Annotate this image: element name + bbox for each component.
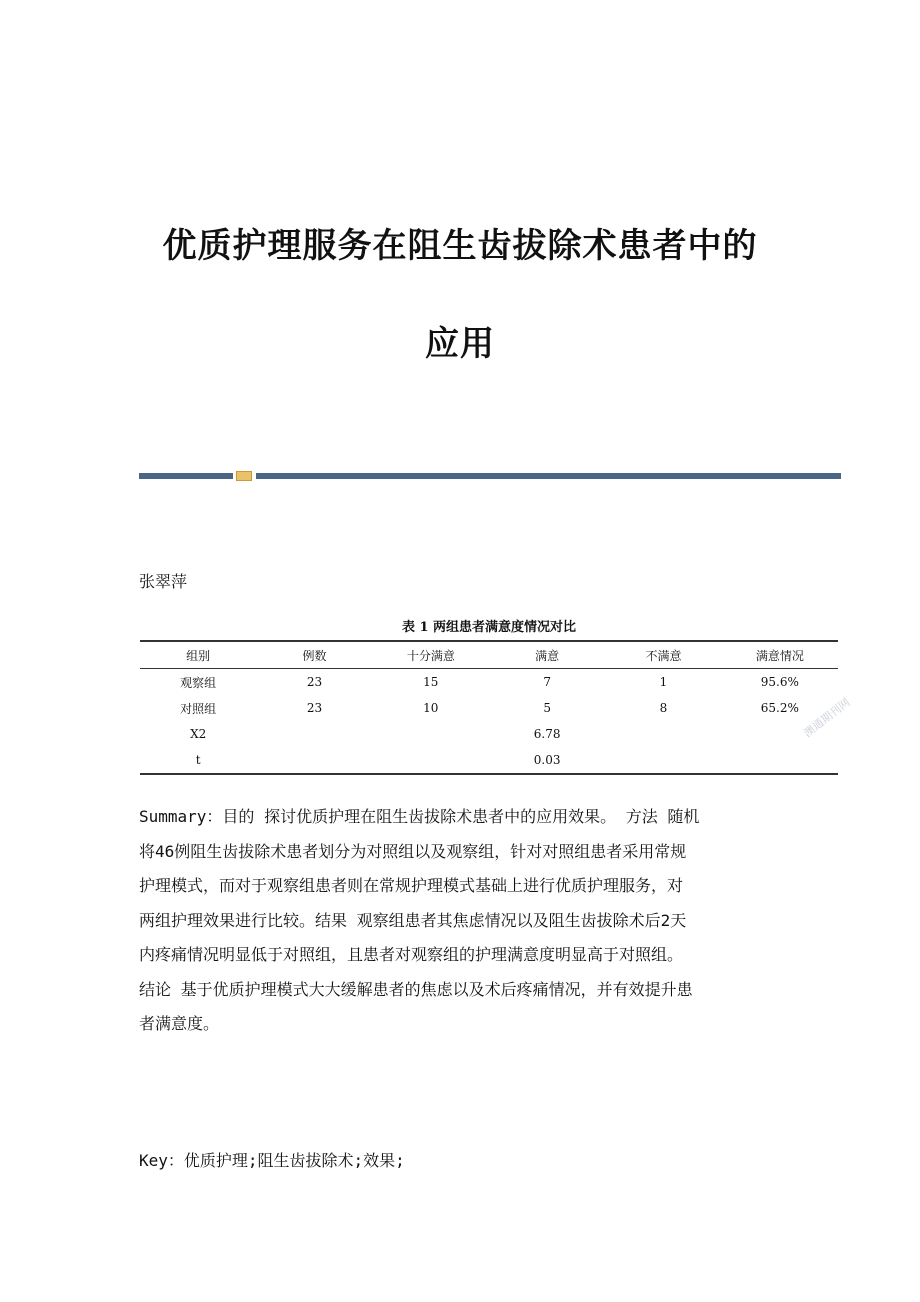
table-cell: [605, 721, 721, 747]
table-row: [140, 747, 838, 774]
title-divider: [139, 471, 841, 480]
table-header-cell: 不满意: [605, 641, 721, 669]
table-cell: [722, 747, 838, 774]
abstract-line: 护理模式，而对于观察组患者则在常规护理模式基础上进行优质护理服务，对: [139, 876, 684, 895]
divider-bar-right: [256, 473, 841, 479]
table-watermark: 澳通期刊网: [801, 695, 853, 740]
table-cell: 10: [423, 701, 439, 715]
table-cell: [256, 721, 372, 747]
divider-emblem-icon: [236, 471, 252, 481]
table-cell: [605, 747, 721, 774]
table-cell: 观察组: [180, 675, 217, 690]
table-header-cell: 满意情况: [722, 641, 838, 669]
table-cell: 23: [306, 675, 323, 689]
table-header-row: [140, 641, 838, 669]
divider-bar-left: [139, 473, 233, 479]
table-cell: X2: [190, 727, 207, 741]
author-name: 张翠萍: [139, 572, 188, 591]
table-cell: t: [140, 747, 256, 774]
abstract-line: 两组护理效果进行比较。结果 观察组患者其焦虑情况以及阻生齿拔除术后2天: [139, 910, 687, 930]
table-cell: 6.78: [533, 727, 561, 741]
paper-title-line-2: 应用: [425, 324, 495, 364]
satisfaction-table: [140, 640, 838, 775]
table-header-cell: 十分满意: [373, 641, 489, 669]
table-cell: 0.03: [489, 747, 605, 774]
keywords: Key：优质护理;阻生齿拔除术;效果;: [139, 1151, 405, 1170]
table-row: [140, 669, 838, 696]
table-row: [140, 721, 838, 747]
table-cell: 15: [423, 675, 439, 689]
table-cell: 5: [543, 701, 551, 715]
table-cell: 7: [543, 675, 551, 689]
table-cell: 95.6%: [760, 675, 799, 689]
table-cell: 8: [659, 701, 668, 715]
table-cell: 23: [306, 701, 323, 715]
table-cell: 对照组: [180, 701, 217, 716]
paper-title-line-1: 优质护理服务在阻生齿拔除术患者中的: [162, 226, 758, 266]
table-cell: [373, 747, 489, 774]
table-cell: 65.2%: [760, 701, 799, 715]
abstract-line: 结论 基于优质护理模式大大缓解患者的焦虑以及术后疼痛情况，并有效提升患: [139, 979, 693, 999]
table-header-cell: 组别: [140, 641, 256, 669]
table-cell: 1: [659, 675, 668, 689]
table-row: [140, 695, 838, 721]
abstract-line: 将46例阻生齿拔除术患者划分为对照组以及观察组，针对对照组患者采用常规: [139, 841, 687, 861]
satisfaction-table-figure: [140, 618, 838, 775]
table-cell: [256, 747, 372, 774]
abstract-summary: [139, 800, 789, 1042]
table-cell: [373, 721, 489, 747]
table-caption: 表 1 两组患者满意度情况对比: [401, 620, 577, 635]
table-header-cell: 满意: [489, 641, 605, 669]
abstract-line: Summary：目的 探讨优质护理在阻生齿拔除术患者中的应用效果。 方法 随机: [139, 807, 700, 826]
abstract-line: 者满意度。: [139, 1014, 220, 1033]
abstract-line: 内疼痛情况明显低于对照组，且患者对观察组的护理满意度明显高于对照组。: [139, 945, 684, 964]
table-header-cell: 例数: [256, 641, 372, 669]
